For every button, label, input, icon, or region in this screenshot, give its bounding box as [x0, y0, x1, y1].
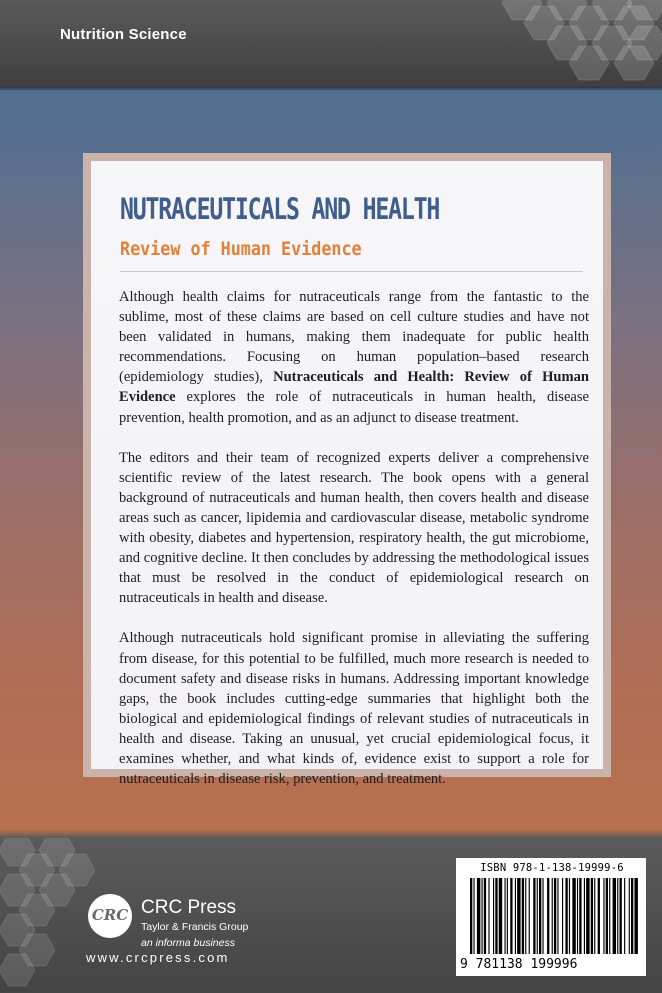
book-title: NUTRACEUTICALS AND HEALTH [120, 192, 440, 226]
description-paragraph-1: Although health claims for nutraceuticals range from the fantastic to the sublime, most of these claims are based on cell culture studies and have not been validated in humans, making them inadequate for public health recommendations. Focusing on human population–based research (epidemiology studies), Nutraceuticals and Health: Review of Human Evidence explores the role of nutraceuticals in human health, disease prevention, health promotion, and as an adjunct to disease treatment. [119, 289, 589, 426]
title-divider [120, 271, 583, 272]
publisher-website: www.crcpress.com [86, 950, 230, 965]
hexagon-pattern-top [492, 0, 662, 88]
logo-text: CRC [91, 906, 129, 924]
publisher-tagline: an informa business [141, 937, 235, 949]
description-paragraph-2: The editors and their team of recognized experts deliver a comprehensive scientific review of the latest research. The book opens with a general background of nutraceuticals and human health, then covers health and disease areas such as cancer, lipidemia and cardiovascular disease, metabolic syndrome with obesity, diabetes and hypertension, respiratory health, the gut microbiome, and cognitive decline. It then concludes by addressing the methodological issues that must be resolved in the conduct of epidemiological research on nutraceuticals in health and disease. [119, 449, 589, 607]
crc-press-logo [88, 894, 132, 938]
series-label: Nutrition Science [60, 26, 187, 43]
description-paragraph-3: Although nutraceuticals hold significant promise in alleviating the suffering from disease, for this potential to be fulfilled, much more research is needed to document safety and disease risks in humans. Addressing important knowledge gaps, the book includes cutting-edge summaries that highlight both the biological and epidemiological findings of relevant studies of nutraceuticals in health and disease. Taking an unusual, yet crucial epidemiological focus, it examines whether, and what kinds of, evidence exist to support a role for nutraceuticals in disease risk, prevention, and treatment. [119, 630, 589, 788]
description-text [119, 287, 589, 809]
book-subtitle: Review of Human Evidence [120, 238, 362, 260]
isbn-label: ISBN 978-1-138-19999-6 [480, 862, 624, 874]
barcode-number: 9 781138 199996 [460, 957, 578, 972]
publisher-group: Taylor & Francis Group [141, 921, 249, 933]
book-title-inline: Nutraceuticals and Health: Review of Human Evidence [119, 369, 589, 406]
publisher-name: CRC Press [141, 897, 237, 918]
barcode-bars [460, 878, 642, 956]
